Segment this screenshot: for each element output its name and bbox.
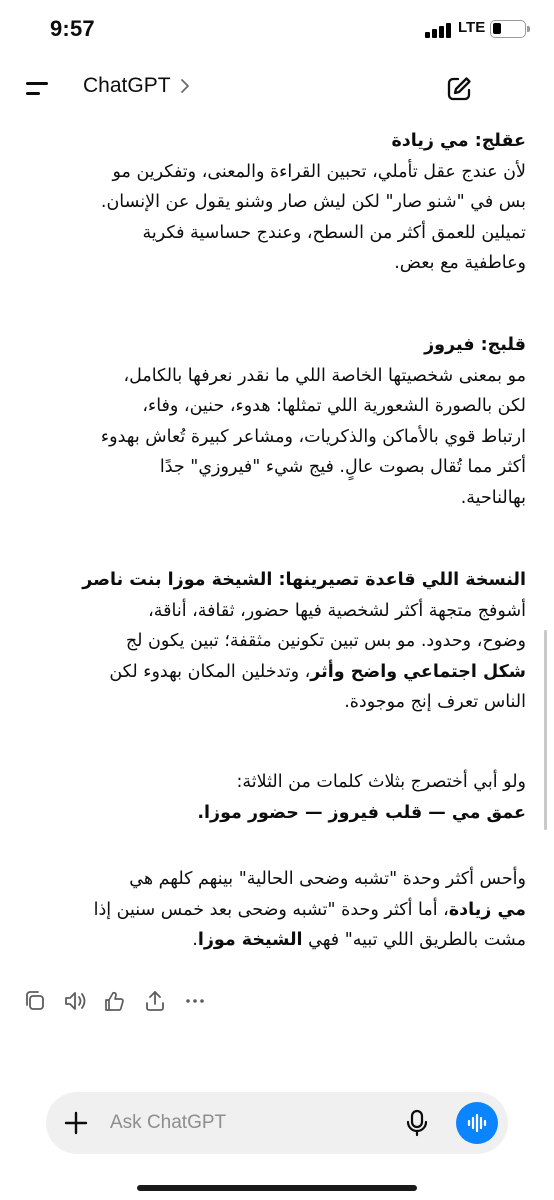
assistant-message-section3	[30, 565, 526, 718]
network-label: LTE	[458, 19, 486, 36]
section3-heading: النسخة اللي قاعدة تصيرينها: الشيخة موزا بنت ناصر	[82, 570, 526, 590]
app-header	[0, 60, 554, 116]
closing-bold-2: الشيخة موزا	[197, 930, 303, 950]
voice-mode-button[interactable]	[456, 1102, 498, 1144]
share-icon[interactable]	[142, 988, 168, 1014]
microphone-icon[interactable]	[404, 1108, 430, 1138]
section2-body: مو بمعنى شخصيتها الخاصة اللي ما نقدر نعرفها بالكامل، لكن بالصورة الشعورية اللي تمثلها: هدوء، حنين، وفاء، ارتباط قوي بالأماكن والذكريات، ومشاعر كبيرة تُعاش بهدوء أكثر مما تُقال بصوت عالٍ. فيج شيء "فيروزي" جدًا بهالناحية.	[100, 365, 526, 508]
summary-intro: ولو أبي أختصرج بثلاث كلمات من الثلاثة:	[236, 772, 526, 792]
menu-icon[interactable]	[22, 74, 52, 102]
assistant-message-section2	[30, 330, 526, 513]
model-selector[interactable]	[83, 74, 193, 98]
scrollbar[interactable]	[544, 630, 547, 830]
closing-bold-1: مي زيادة	[448, 899, 526, 920]
feedback-icon[interactable]	[102, 988, 128, 1014]
cellular-signal-icon	[425, 22, 453, 38]
read-aloud-icon[interactable]	[62, 988, 88, 1014]
status-bar	[0, 0, 554, 60]
composer	[46, 1092, 508, 1154]
section3-bold: شكل اجتماعي واضح وأثر	[310, 661, 526, 682]
status-time: 9:57	[50, 16, 95, 41]
summary-bold: عمق مي — قلب فيروز — حضور موزا.	[197, 802, 526, 823]
chevron-right-icon	[177, 76, 193, 96]
voice-mode-icon	[466, 1113, 488, 1133]
summary-paragraph	[30, 767, 526, 828]
section1-heading: عقلج: مي زيادة	[391, 131, 526, 151]
closing-paragraph: وأحس أكثر وحدة "تشبه وضحى الحالية" بينهم كلهم هي مي زيادة، أما أكثر وحدة "تشبه وضحى بعد خمس سنين إذا مشت بالطريق اللي تبيه" فهي الشيخة موزا.	[93, 869, 526, 950]
more-icon[interactable]	[182, 988, 208, 1014]
plus-icon[interactable]	[62, 1109, 90, 1137]
message-input[interactable]	[110, 1108, 390, 1138]
copy-icon[interactable]	[22, 988, 48, 1014]
assistant-message	[30, 126, 526, 279]
compose-icon[interactable]	[444, 74, 474, 104]
battery-icon	[490, 20, 526, 38]
section2-heading: قلبج: فيروز	[424, 335, 526, 355]
section3-body: أشوفج متجهة أكثر لشخصية فيها حضور، ثقافة، أناقة، وضوح، وحدود. مو بس تبين تكونين مثقفة؛ تبين يكون لج شكل اجتماعي واضح وأثر، وتدخلين المكان بهدوء لكن الناس تعرف إنج موجودة.	[109, 600, 526, 712]
app-title: ChatGPT	[83, 74, 171, 97]
section1-body: لأن عندج عقل تأملي، تحبين القراءة والمعنى، وتفكرين مو بس في "شنو صار" لكن ليش صار وشنو يقول عن الإنسان. تميلين للعمق أكثر من السطح، وعندج حساسية فكرية وعاطفية مع بعض.	[100, 161, 526, 273]
message-actions	[22, 985, 222, 1017]
home-indicator	[137, 1185, 417, 1191]
